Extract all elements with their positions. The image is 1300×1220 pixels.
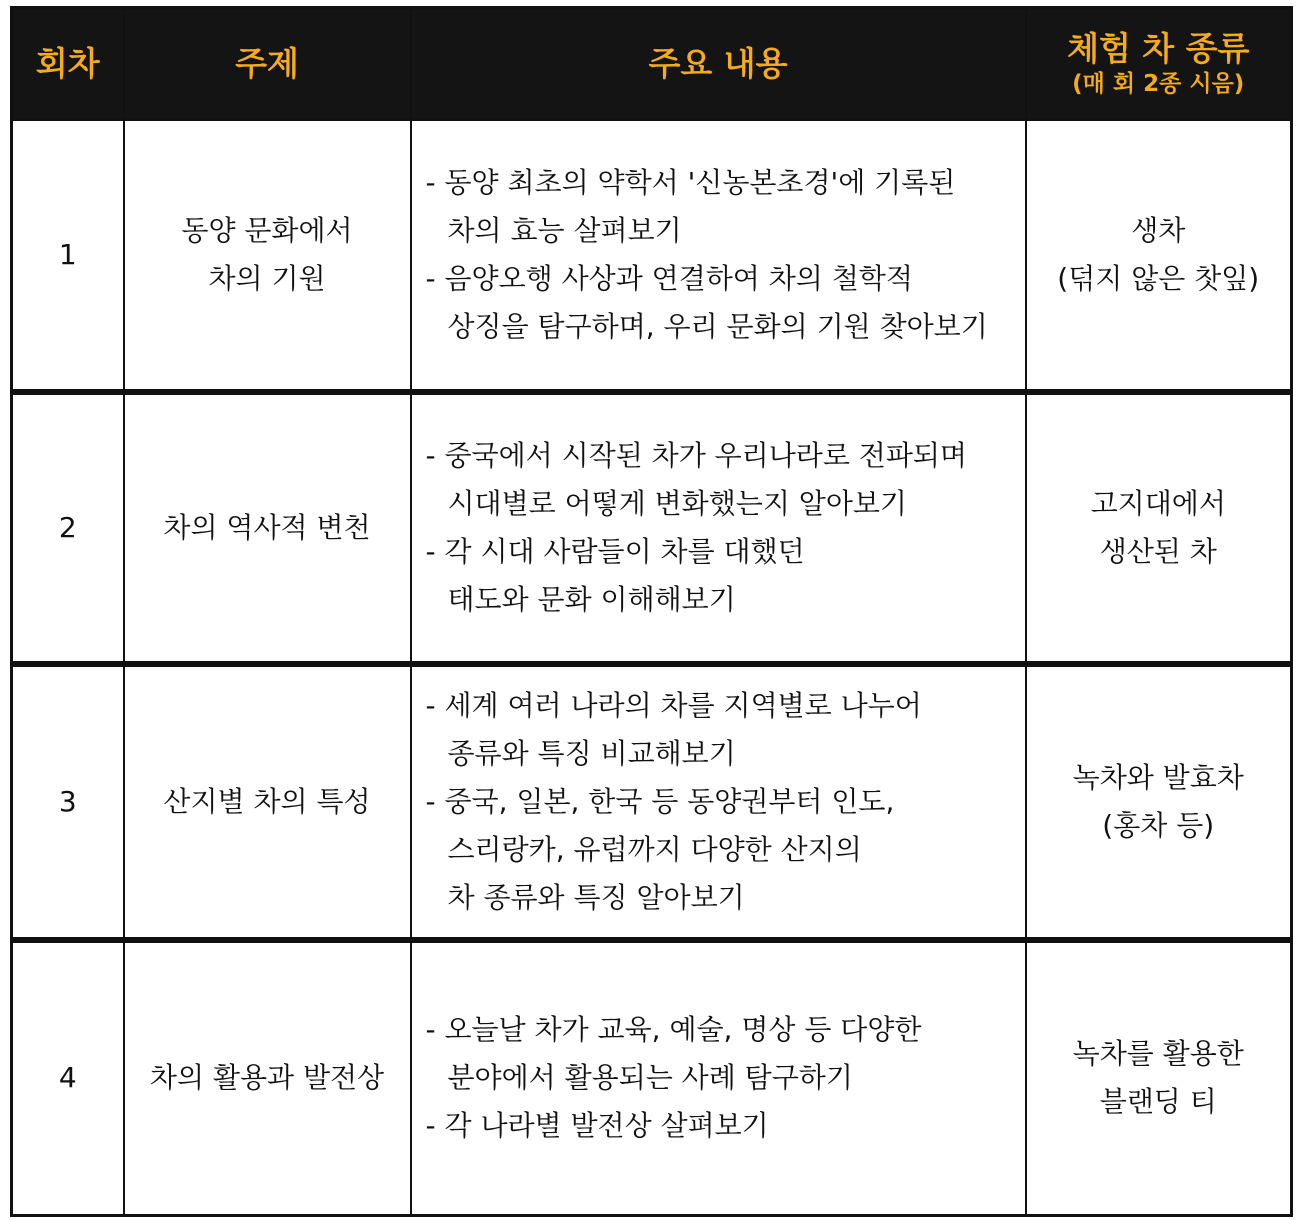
topic-cell: [124, 392, 411, 664]
content-line: - 각 나라별 발전상 살펴보기: [425, 1109, 769, 1143]
content-line: 상징을 탐구하며, 우리 문화의 기원 찾아보기: [447, 309, 988, 343]
content-line: - 동양 최초의 약학서 '신농본초경'에 기록된: [425, 165, 956, 199]
tea-cell: [1026, 664, 1292, 940]
tea-line: (홍차 등): [1102, 808, 1215, 842]
content-item: [426, 682, 1019, 778]
header-tea: [1026, 8, 1292, 120]
content-item: [426, 432, 1019, 528]
content-cell: [411, 392, 1026, 664]
header-tea-title: 체험 차 종류: [1067, 28, 1250, 68]
content-item: [426, 255, 1019, 351]
tea-line: 생차: [1131, 213, 1186, 247]
topic-cell: [124, 940, 411, 1216]
header-row: [12, 8, 1292, 120]
content-cell: [411, 664, 1026, 940]
content-item: [426, 778, 1019, 922]
topic-line: 산지별 차의 특성: [163, 784, 371, 818]
topic-cell: [124, 120, 411, 392]
header-topic: 주제: [124, 8, 411, 120]
content-line: - 오늘날 차가 교육, 예술, 명상 등 다양한: [425, 1013, 922, 1047]
content-item: [426, 1102, 1019, 1150]
tea-line: 녹차를 활용한: [1072, 1037, 1244, 1071]
tea-line: 고지대에서: [1090, 486, 1226, 520]
content-line: 스리랑카, 유럽까지 다양한 산지의: [447, 832, 862, 866]
tea-line: 블랜딩 티: [1099, 1085, 1217, 1119]
content-line: 종류와 특징 비교해보기: [447, 736, 736, 770]
content-cell: [411, 940, 1026, 1216]
content-line: 태도와 문화 이해해보기: [447, 582, 736, 616]
tea-cell: [1026, 940, 1292, 1216]
tea-cell: [1026, 120, 1292, 392]
topic-line: 차의 기원: [208, 261, 326, 295]
round-cell: 4: [12, 940, 124, 1216]
content-item: [426, 159, 1019, 255]
content-line: - 각 시대 사람들이 차를 대했던: [425, 534, 805, 568]
content-line: 분야에서 활용되는 사례 탐구하기: [447, 1061, 853, 1095]
table-row: [12, 664, 1292, 940]
tea-class-schedule-table: [10, 6, 1293, 1217]
content-line: - 중국에서 시작된 차가 우리나라로 전파되며: [425, 438, 967, 472]
content-line: - 중국, 일본, 한국 등 동양권부터 인도,: [425, 784, 895, 818]
header-round: 회차: [12, 8, 124, 120]
table-row: [12, 940, 1292, 1216]
content-line: - 세계 여러 나라의 차를 지역별로 나누어: [425, 688, 922, 722]
header-content: 주요 내용: [411, 8, 1026, 120]
topic-line: 동양 문화에서: [181, 213, 353, 247]
content-line: 차의 효능 살펴보기: [447, 213, 682, 247]
round-cell: 3: [12, 664, 124, 940]
content-line: - 음양오행 사상과 연결하여 차의 철학적: [425, 261, 913, 295]
topic-cell: [124, 664, 411, 940]
content-cell: [411, 120, 1026, 392]
tea-line: 생산된 차: [1099, 534, 1217, 568]
content-item: [426, 1006, 1019, 1102]
header-tea-subtitle: (매 회 2종 시음): [1072, 70, 1245, 97]
round-cell: 2: [12, 392, 124, 664]
content-line: 차 종류와 특징 알아보기: [447, 880, 745, 914]
content-line: 시대별로 어떻게 변화했는지 알아보기: [447, 486, 907, 520]
tea-cell: [1026, 392, 1292, 664]
table-row: [12, 120, 1292, 392]
table-row: [12, 392, 1292, 664]
topic-line: 차의 역사적 변천: [163, 510, 371, 544]
round-cell: 1: [12, 120, 124, 392]
tea-line: 녹차와 발효차: [1072, 760, 1244, 794]
content-item: [426, 528, 1019, 624]
tea-line: (덖지 않은 찻잎): [1057, 261, 1260, 295]
topic-line: 차의 활용과 발전상: [149, 1061, 385, 1095]
